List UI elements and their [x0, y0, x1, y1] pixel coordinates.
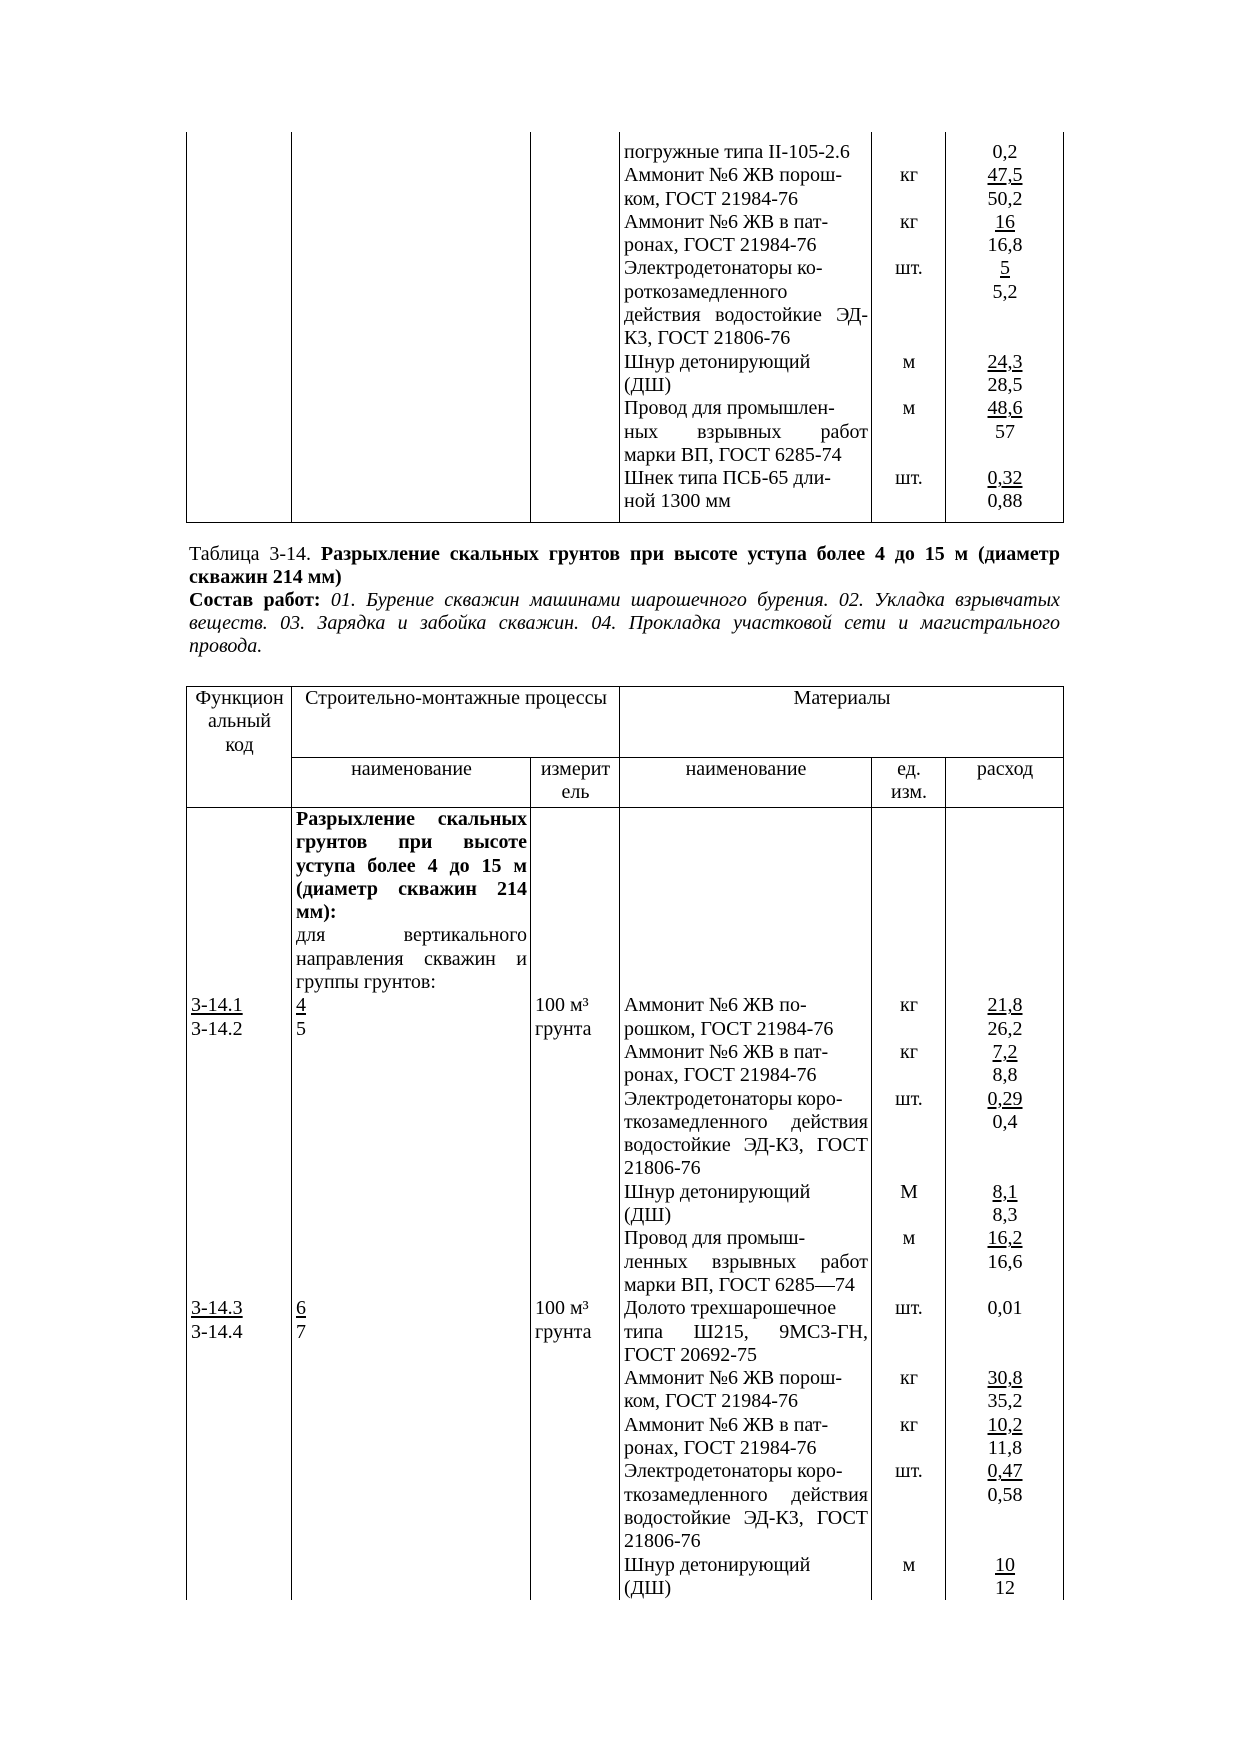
- consumption-value: 8,3: [992, 1204, 1018, 1227]
- consumption-value: 28,5: [987, 373, 1023, 396]
- process-title-line: уступа более 4 до 15 м: [296, 854, 527, 877]
- consumption-value: 0,88: [987, 490, 1023, 513]
- material-unit-cell: [872, 1041, 946, 1088]
- material-name-cell: [620, 1088, 872, 1181]
- code-cell: [187, 467, 292, 514]
- material-name-line: Электродетонаторы коро-: [624, 1460, 843, 1483]
- table-3-14: [186, 686, 1064, 1600]
- code-cell: [187, 257, 292, 350]
- spacer-cell: [946, 132, 1064, 141]
- table-caption: [189, 543, 1060, 658]
- works-line: [189, 635, 1060, 658]
- material-name-line: марки ВП, ГОСТ 6285-74: [624, 443, 842, 466]
- material-name-line: ком, ГОСТ 21984-76: [624, 187, 798, 210]
- table-body: [187, 808, 1064, 1601]
- consumption-value: 0,29: [987, 1087, 1023, 1110]
- material-unit-cell: [872, 1367, 946, 1414]
- material-unit-cell: [872, 808, 946, 995]
- code-cell: [187, 141, 292, 164]
- consumption-value: 7,2: [992, 1040, 1018, 1063]
- material-consumption-cell: [946, 397, 1064, 467]
- material-consumption-cell: [946, 257, 1064, 350]
- material-unit-cell: [872, 1554, 946, 1601]
- material-name-cell: [620, 467, 872, 514]
- header-text: ед.: [897, 758, 921, 780]
- consumption-value: 16: [995, 210, 1015, 233]
- header-text: ель: [561, 781, 590, 804]
- consumption-value: 12: [995, 1576, 1016, 1599]
- code-cell: [187, 211, 292, 258]
- header-process-unit: [531, 758, 620, 808]
- process-title-line: грунтов при высоте: [296, 831, 527, 854]
- measure-cell: [531, 141, 620, 164]
- material-unit: кг: [900, 994, 918, 1017]
- material-name-line: рошком, ГОСТ 21984-76: [624, 1017, 834, 1040]
- spacer-cell: [187, 514, 292, 523]
- spacer-row: [187, 132, 1064, 141]
- material-unit-cell: [872, 141, 946, 164]
- measure-cell: [531, 351, 620, 398]
- material-name-line: ронах, ГОСТ 21984-76: [624, 234, 817, 257]
- material-unit: [876, 141, 942, 164]
- spacer-cell: [946, 514, 1064, 523]
- consumption-value: 10: [995, 1553, 1016, 1576]
- material-consumption-cell: [946, 1367, 1064, 1414]
- material-name-line: Шнур детонирующий: [624, 1553, 811, 1576]
- material-unit: кг: [900, 1040, 918, 1063]
- material-name-line: (ДШ): [624, 1204, 672, 1227]
- spacer-cell: [292, 514, 531, 523]
- header-materials: [620, 687, 1064, 758]
- material-unit-cell: [872, 1297, 946, 1367]
- material-unit: шт.: [895, 1297, 923, 1320]
- material-consumption-cell: [946, 211, 1064, 258]
- material-name-cell: [620, 211, 872, 258]
- caption-title: скважин 214 мм): [189, 566, 342, 589]
- measure-unit: 100 м³: [535, 994, 589, 1017]
- table-row: [187, 257, 1064, 350]
- material-unit: шт.: [895, 1087, 923, 1110]
- measure-cell: [531, 164, 620, 211]
- measure-unit: грунта: [535, 1017, 592, 1040]
- material-name-cell: [620, 1041, 872, 1088]
- consumption-value: 5: [1000, 257, 1010, 280]
- process-name-cell: [292, 351, 531, 398]
- material-unit-cell: [872, 994, 946, 1041]
- continuation-table-body: [187, 132, 1064, 522]
- process-name: 4: [296, 994, 306, 1017]
- table-row: [187, 397, 1064, 467]
- material-name-line: (ДШ): [624, 1576, 672, 1599]
- process-name-cell: [292, 211, 531, 258]
- consumption-value: 8,1: [992, 1180, 1018, 1203]
- consumption-value: 50,2: [987, 187, 1023, 210]
- table-row: [187, 211, 1064, 258]
- consumption-value: 16,8: [987, 234, 1023, 257]
- material-name-line: Аммонит №6 ЖВ порош-: [624, 164, 843, 187]
- consumption-value: 5,2: [992, 280, 1018, 303]
- code-cell: [187, 164, 292, 211]
- material-consumption-cell: [946, 1181, 1064, 1228]
- consumption-value: 8,8: [992, 1064, 1018, 1087]
- header-text: измерит: [540, 758, 611, 780]
- process-note-line: для вертикального: [296, 924, 527, 947]
- spacer-cell: [187, 132, 292, 141]
- process-name: 7: [296, 1320, 306, 1343]
- header-text: альный: [208, 710, 271, 733]
- material-name-line: Аммонит №6 ЖВ в пат-: [624, 210, 829, 233]
- process-name-cell: [292, 467, 531, 514]
- material-name-cell: [620, 397, 872, 467]
- material-unit-cell: [872, 1460, 946, 1553]
- measure-cell: [531, 257, 620, 350]
- consumption-value: 16,2: [987, 1227, 1023, 1250]
- material-name-line: Аммонит №6 ЖВ порош-: [624, 1367, 843, 1390]
- consumption-value: 0,2: [992, 141, 1018, 163]
- material-unit: м: [902, 1553, 916, 1576]
- table-row: [187, 164, 1064, 211]
- material-name-cell: [620, 1367, 872, 1414]
- spacer-cell: [531, 514, 620, 523]
- consumption-value: 48,6: [987, 397, 1023, 420]
- measure-unit: грунта: [535, 1320, 592, 1343]
- table-row: [187, 994, 1064, 1041]
- table-row: [187, 1297, 1064, 1367]
- material-unit: м: [902, 350, 916, 373]
- material-consumption-cell: [946, 351, 1064, 398]
- material-unit: М: [900, 1180, 918, 1203]
- header-functional-code: [187, 687, 292, 808]
- consumption-value: 57: [995, 420, 1015, 443]
- material-name-line: 21806-76: [624, 1157, 701, 1180]
- header-text: код: [225, 733, 254, 756]
- material-unit-cell: [872, 351, 946, 398]
- material-unit: шт.: [895, 257, 923, 280]
- continuation-table: [186, 132, 1064, 523]
- material-name-line: (ДШ): [624, 373, 672, 396]
- table-row: [187, 351, 1064, 398]
- material-name-line: погружные типа II-105-2.6: [624, 141, 850, 163]
- material-unit-cell: [872, 1181, 946, 1228]
- material-consumption-cell: [946, 808, 1064, 995]
- functional-code: 3-14.1: [191, 994, 243, 1017]
- spacer-cell: [872, 514, 946, 523]
- material-consumption-cell: [946, 1460, 1064, 1553]
- consumption-value: 0,01: [987, 1297, 1023, 1320]
- spacer-cell: [620, 514, 872, 523]
- material-name-line: Электродетонаторы коро-: [624, 1087, 843, 1110]
- material-name-line: ткозамедленного действия: [624, 1483, 868, 1506]
- material-name-cell: [620, 1414, 872, 1461]
- material-unit-cell: [872, 1227, 946, 1297]
- material-unit: кг: [900, 1413, 918, 1436]
- process-title-line: (диаметр скважин 214: [296, 877, 527, 900]
- material-consumption-cell: [946, 467, 1064, 514]
- works-text: провода.: [189, 635, 263, 658]
- header-text: наименование: [351, 758, 472, 780]
- material-name-line: Аммонит №6 ЖВ в пат-: [624, 1413, 829, 1436]
- caption-label: Таблица 3-14.: [189, 543, 312, 565]
- material-name-line: ных взрывных работ: [624, 420, 868, 443]
- header-row: [187, 758, 1064, 808]
- material-unit-cell: [872, 211, 946, 258]
- material-name-line: ленных взрывных работ: [624, 1250, 868, 1273]
- material-name-line: 21806-76: [624, 1530, 701, 1553]
- material-name-line: Шнур детонирующий: [624, 1180, 811, 1203]
- material-name-cell: [620, 808, 872, 995]
- consumption-value: 30,8: [987, 1367, 1023, 1390]
- header-text: расход: [976, 758, 1034, 780]
- measure-cell: [531, 397, 620, 467]
- functional-code: 3-14.2: [191, 1017, 243, 1040]
- material-unit: шт.: [895, 1460, 923, 1483]
- material-name-cell: [620, 351, 872, 398]
- spacer-cell: [292, 132, 531, 141]
- process-name: 5: [296, 1017, 306, 1040]
- material-name-cell: [620, 1297, 872, 1367]
- consumption-value: 26,2: [987, 1017, 1023, 1040]
- functional-code: 3-14.4: [191, 1320, 243, 1343]
- caption-title: Разрыхление скальных грунтов при высоте уступа более 4 до 15 м (диаметр: [320, 543, 1061, 565]
- process-name-cell: [292, 164, 531, 211]
- material-name-line: Шнек типа ПСБ-65 дли-: [624, 467, 831, 490]
- material-name-cell: [620, 1227, 872, 1297]
- material-name-line: Аммонит №6 ЖВ по-: [624, 994, 807, 1017]
- material-consumption-cell: [946, 164, 1064, 211]
- consumption-value: 10,2: [987, 1413, 1023, 1436]
- material-unit: м: [902, 397, 916, 420]
- material-consumption-cell: [946, 1297, 1064, 1367]
- process-name-cell: [292, 257, 531, 350]
- spacer-cell: [872, 132, 946, 141]
- consumption-value: 11,8: [987, 1437, 1023, 1460]
- material-unit: шт.: [895, 467, 923, 490]
- material-name-line: водостойкие ЭД-К3, ГОСТ: [624, 1506, 868, 1529]
- consumption-value: 16,6: [987, 1250, 1023, 1273]
- header-row: [187, 687, 1064, 758]
- material-name-cell: [620, 1554, 872, 1601]
- material-name-line: типа Ш215, 9МС3-ГН,: [624, 1320, 868, 1343]
- material-name-line: Провод для промыш-: [624, 1227, 806, 1250]
- spacer-cell: [531, 132, 620, 141]
- works-text: веществ. 03. Зарядка и забойка скважин. 04. Прокладка участковой сети и магистрального: [189, 612, 1060, 635]
- header-text: Функцион: [195, 687, 284, 709]
- material-unit: м: [902, 1227, 916, 1250]
- material-consumption-cell: [946, 1088, 1064, 1181]
- material-name-line: Долото трехшарошечное: [624, 1297, 837, 1320]
- material-name-cell: [620, 257, 872, 350]
- header-process-name: [292, 758, 531, 808]
- process-name-cell: [292, 1297, 531, 1600]
- consumption-value: 35,2: [987, 1390, 1023, 1413]
- code-cell: [187, 994, 292, 1297]
- measure-cell: [531, 211, 620, 258]
- consumption-value: 0,4: [992, 1110, 1018, 1133]
- process-title-line: Разрыхление скальных: [296, 808, 527, 830]
- material-name-line: Провод для промышлен-: [624, 397, 835, 420]
- material-consumption-cell: [946, 994, 1064, 1041]
- material-name-line: Электродетонаторы ко-: [624, 257, 823, 280]
- material-name-line: водостойкие ЭД-К3, ГОСТ: [624, 1134, 868, 1157]
- caption-title-line: [189, 543, 1060, 566]
- process-name-cell: [292, 994, 531, 1297]
- measure-cell: [531, 467, 620, 514]
- works-line: [189, 612, 1060, 635]
- consumption-value: 0,32: [987, 467, 1023, 490]
- process-name-cell: [292, 141, 531, 164]
- material-unit: кг: [900, 210, 918, 233]
- material-name-line: Аммонит №6 ЖВ в пат-: [624, 1040, 829, 1063]
- material-consumption-cell: [946, 1554, 1064, 1601]
- process-note-line: направления скважин и: [296, 947, 527, 970]
- measure-cell: [531, 1297, 620, 1600]
- material-consumption-cell: [946, 1227, 1064, 1297]
- measure-unit: 100 м³: [535, 1297, 589, 1320]
- material-name-line: К3, ГОСТ 21806-76: [624, 327, 791, 350]
- material-name-line: ком, ГОСТ 21984-76: [624, 1390, 798, 1413]
- consumption-value: 21,8: [987, 994, 1023, 1017]
- material-name-line: ГОСТ 20692-75: [624, 1343, 757, 1366]
- header-material-name: [620, 758, 872, 808]
- consumption-value: 24,3: [987, 350, 1023, 373]
- material-name-line: ронах, ГОСТ 21984-76: [624, 1437, 817, 1460]
- works-line: [189, 589, 1060, 612]
- works-label: Состав работ:: [189, 589, 321, 612]
- material-unit-cell: [872, 1088, 946, 1181]
- works-text: 01. Бурение скважин машинами шарошечного бурения. 02. Укладка взрывчатых: [330, 589, 1061, 612]
- table-row: [187, 141, 1064, 164]
- code-cell: [187, 397, 292, 467]
- material-unit-cell: [872, 467, 946, 514]
- material-unit-cell: [872, 397, 946, 467]
- material-name-line: марки ВП, ГОСТ 6285—74: [624, 1273, 855, 1296]
- process-name-cell: [292, 808, 531, 995]
- material-name-line: ной 1300 мм: [624, 490, 731, 513]
- consumption-value: 47,5: [987, 164, 1023, 187]
- header-text: наименование: [685, 758, 807, 780]
- material-name-line: Шнур детонирующий: [624, 350, 811, 373]
- material-consumption-cell: [946, 1041, 1064, 1088]
- code-cell: [187, 808, 292, 995]
- header-text: изм.: [891, 781, 927, 804]
- material-name-line: роткозамедленного: [624, 280, 788, 303]
- header-text: Строительно-монтажные процессы: [305, 687, 607, 709]
- material-name-cell: [620, 994, 872, 1041]
- process-name: 6: [296, 1297, 306, 1320]
- material-consumption-cell: [946, 141, 1064, 164]
- material-unit: кг: [900, 1367, 918, 1390]
- header-construction-processes: [292, 687, 620, 758]
- header-text: Материалы: [793, 687, 891, 709]
- process-name-cell: [292, 397, 531, 467]
- material-name-cell: [620, 141, 872, 164]
- spacer-row: [187, 514, 1064, 523]
- material-unit-cell: [872, 257, 946, 350]
- consumption-value: 0,58: [987, 1483, 1023, 1506]
- material-name-line: ронах, ГОСТ 21984-76: [624, 1064, 817, 1087]
- caption-title-line: [189, 566, 1060, 589]
- material-name-line: действия водостойкие ЭД-: [624, 304, 868, 327]
- material-name-cell: [620, 1181, 872, 1228]
- material-consumption-cell: [946, 1414, 1064, 1461]
- functional-code: 3-14.3: [191, 1297, 243, 1320]
- measure-cell: [531, 808, 620, 995]
- material-name-cell: [620, 1460, 872, 1553]
- process-title-line: мм):: [296, 901, 337, 924]
- table-row: [187, 808, 1064, 995]
- spacer-cell: [620, 132, 872, 141]
- material-name-cell: [620, 164, 872, 211]
- header-material-unit: [872, 758, 946, 808]
- material-name-line: ткозамедленного действия: [624, 1110, 868, 1133]
- material-unit: кг: [900, 164, 918, 187]
- code-cell: [187, 1297, 292, 1600]
- table-row: [187, 467, 1064, 514]
- table-header: [187, 687, 1064, 808]
- process-note-line: группы грунтов:: [296, 971, 436, 994]
- measure-cell: [531, 994, 620, 1297]
- header-material-consumption: [946, 758, 1064, 808]
- code-cell: [187, 351, 292, 398]
- material-unit-cell: [872, 164, 946, 211]
- material-unit-cell: [872, 1414, 946, 1461]
- consumption-value: 0,47: [987, 1460, 1023, 1483]
